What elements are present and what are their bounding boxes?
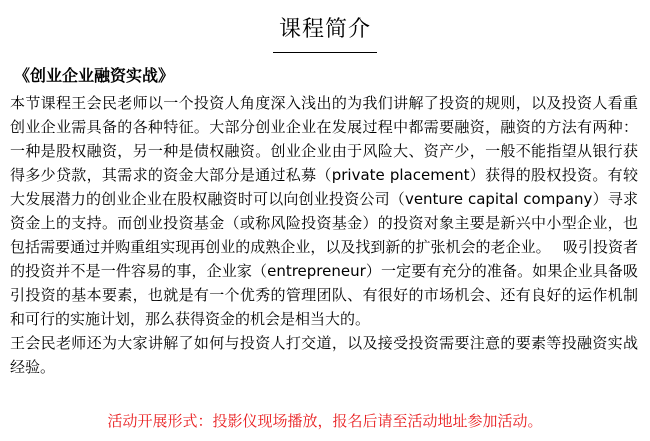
activity-format-note: 活动开展形式：投影仪现场播放，报名后请至活动地址参加活动。 [107, 412, 543, 430]
title-area [0, 14, 650, 53]
page-title: 课程简介 [273, 14, 377, 53]
description-paragraph-2: 王会民老师还为大家讲解了如何与投资人打交道，以及接受投资需要注意的要素等投融资实战经验。 [10, 334, 638, 376]
course-name-heading: 《创业企业融资实战》 [14, 66, 175, 85]
description-paragraph-1: 本节课程王会民老师以一个投资人角度深入浅出的为我们讲解了投资的规则，以及投资人看重创业企业需具备的各种特征。大部分创业企业在发展过程中都需要融资，融资的方法有两种：一种是股权融资，另一种是债权融资。创业企业由于风险大、资产少，一般不能指望从银行获得多少贷款，其需求的资金大部分是通过私募（private placement）获得的股权投资。有较大发展潜力的创业企业在股权融资时可以向创业投资公司（venture capital company）寻求资金上的支持。而创业投资基金（或称风险投资基金）的投资对象主要是新兴中小型企业，也包括需要通过并购重组实现再创业的成熟企业，以及找到新的扩张机会的老企业。 吸引投资者的投资并不是一件容易的事，企业家（entrepreneur）一定要有充分的准备。如果企业具备吸引投资的基本要素，也就是有一个优秀的管理团队、有很好的市场机会、还有良好的运作机制和可行的实施计划，那么获得资金的机会是相当大的。 [10, 94, 638, 328]
course-description [10, 91, 638, 379]
